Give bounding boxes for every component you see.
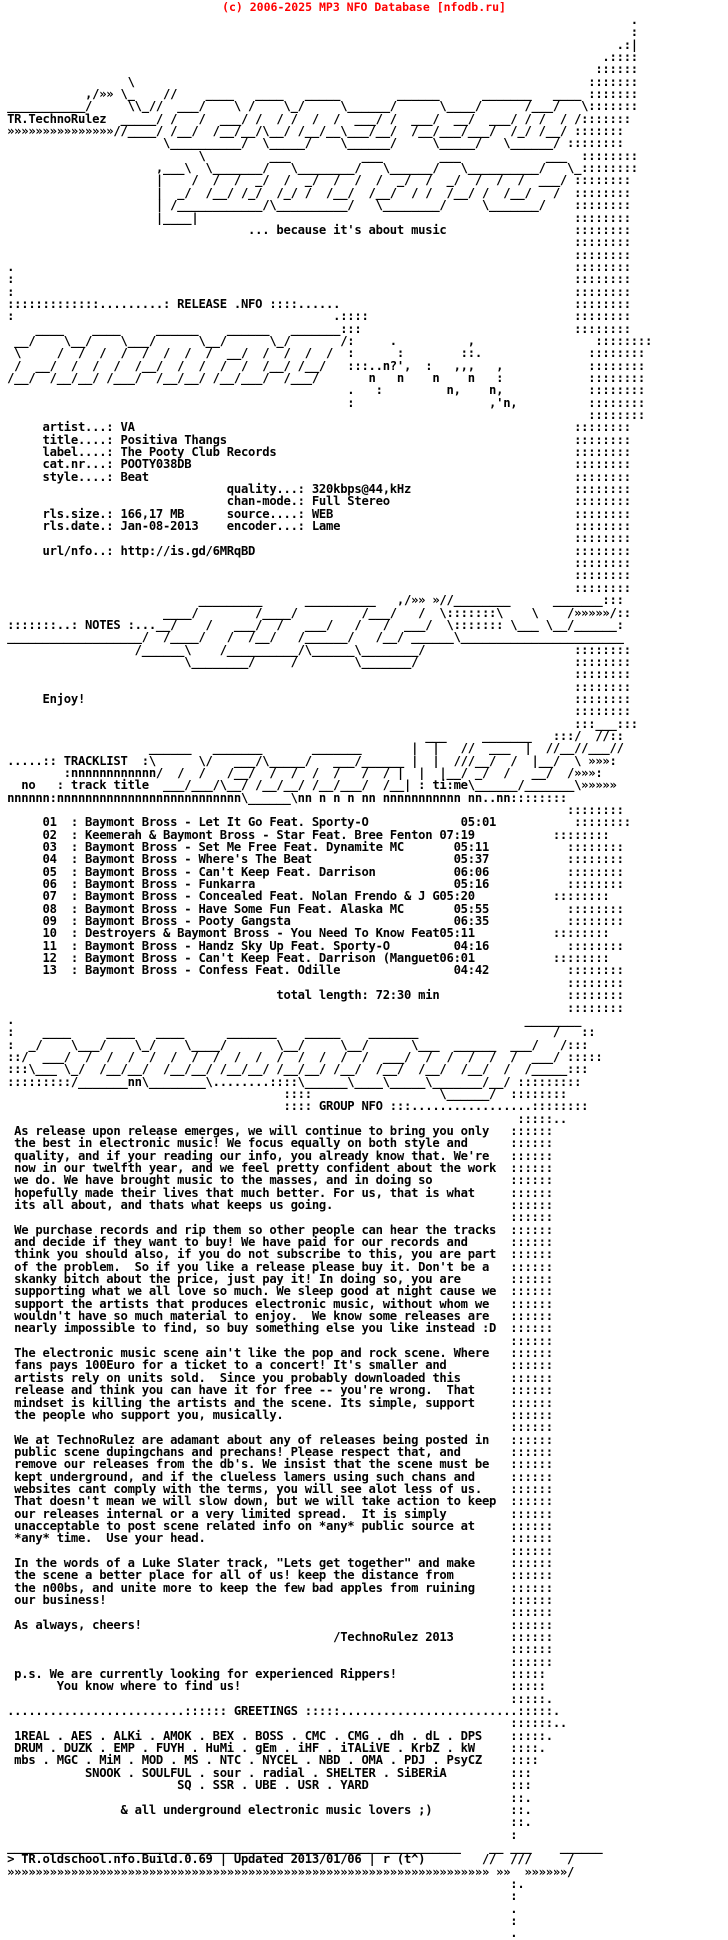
nfo-line: our releases internal or a very limited spread. It is simply :::::: xyxy=(0,1506,553,1521)
nfo-line: :::::::: xyxy=(0,247,631,262)
nfo-line: _________ __________ ,/»» »//________ _______::: xyxy=(0,593,624,608)
nfo-line: 02 : Keemerah & Baymont Bross - Star Feat. Bree Fenton 07:19 :::::::: xyxy=(0,827,610,842)
nfo-line: .:::: xyxy=(0,50,638,65)
nfo-line: total length: 72:30 min :::::::: xyxy=(0,988,624,1003)
nfo-line: :::::::::/_______nn\________\........::::\______\____\_____\_______/__/ ::::::::: xyxy=(0,1074,582,1089)
nfo-line: .........................:::::: GREETINGS :::::.........................:::::. xyxy=(0,1704,560,1719)
nfo-line: 07 : Baymont Bross - Concealed Feat. Nolan Frendo & J G05:20 :::::::: xyxy=(0,889,610,904)
nfo-line: :::::. xyxy=(0,1691,553,1706)
nfo-line: quality, and if your reading our info, you already know that. We're :::::: xyxy=(0,1148,553,1163)
nfo-line: : ____ ____ ____ _______ _____ _______ / :: xyxy=(0,1025,596,1040)
nfo-line: \ / / / / / / / / __/ / / / / : : ::. :::::::: xyxy=(0,346,645,361)
nfo-line: title....: Positiva Thangs :::::::: xyxy=(0,432,631,447)
nfo-line: As release upon release emerges, we will continue to bring you only :::::: xyxy=(0,1123,553,1138)
nfo-line: style....: Beat :::::::: xyxy=(0,469,631,484)
nfo-line: nearly impossible to find, so buy something else you like instead :D :::::: xyxy=(0,1321,553,1336)
nfo-line: its all about, and thats what keeps us going. :::::: xyxy=(0,1198,553,1212)
nfo-line: wouldn't have so much material to enjoy. We know some releases are :::::: xyxy=(0,1309,553,1324)
nfo-line: ,___\ \_______/ \________/ \______/ \__________/ \_:::::::: xyxy=(0,161,638,176)
nfo-line: :::::.. xyxy=(0,1111,567,1126)
nfo-line: :::::::: xyxy=(0,531,631,546)
nfo-line: / __/ / / / /__/ / / / / /__/ /__/ :::..n?', : ,,, , :::::::: xyxy=(0,358,645,373)
nfo-line: : xyxy=(0,1889,518,1904)
nfo-line: now in our twelfth year, and we feel pretty confident about the work :::::: xyxy=(0,1160,553,1175)
nfo-line: think you should also, if you do not subscribe to this, you are part :::::: xyxy=(0,1247,553,1262)
nfo-line: ::::::.. xyxy=(0,1716,567,1731)
nfo-line: :::::::..: NOTES :...__/ / ___/ / ___/ / / ___/ \::::::: \___ \__/______: xyxy=(0,617,624,632)
nfo-line: quality...: 320kbps@44,kHz :::::::: xyxy=(0,482,631,497)
nfo-line: > TR.oldschool.nfo.Build.0.69 | Updated 2013/01/06 | r (t^) // /// / xyxy=(0,1852,575,1867)
nfo-line: \________/ / \_______/ :::::::: xyxy=(0,654,631,669)
nfo-line: no : track title ___/___/\__/ /__/__/ /__/___/ /__| : ti:me\______/_______\»»»»» xyxy=(0,778,617,793)
nfo-line: ________________________________________________________________ __ ___ ______ xyxy=(0,1839,603,1854)
nfo-line: 08 : Baymont Bross - Have Some Fun Feat. Alaska MC 05:55 :::::::: xyxy=(0,901,624,916)
nfo-line: :::::::: xyxy=(0,975,624,990)
nfo-line: We purchase records and rip them so other people can hear the tracks :::::: xyxy=(0,1222,553,1237)
nfo-line: artists rely on units sold. Since you probably downloaded this :::::: xyxy=(0,1370,553,1385)
nfo-line: : xyxy=(0,25,638,40)
nfo-line: mindset is killing the artists and the scene. Its simple, support :::::: xyxy=(0,1395,553,1410)
nfo-line: *any* time. Use your head. :::::: xyxy=(0,1531,553,1546)
nfo-line: ::. xyxy=(0,1790,532,1805)
nfo-line: :::::::: xyxy=(0,679,631,694)
nfo-line: the scene a better place for all of us! keep the distance from :::::: xyxy=(0,1568,553,1583)
nfo-line: :. xyxy=(0,1876,525,1891)
nfo-line: our business! :::::: xyxy=(0,1593,553,1607)
nfo-line: artist...: VA :::::::: xyxy=(0,420,631,435)
nfo-line: SNOOK . SOULFUL . sour . radial . SHELTER . SiBERiA ::: xyxy=(0,1765,532,1780)
nfo-line: :::::::: xyxy=(0,580,631,595)
nfo-line: /TechnoRulez 2013 :::::: xyxy=(0,1630,553,1645)
nfo-line: As always, cheers! :::::: xyxy=(0,1617,553,1632)
nfo-line: :::::::: xyxy=(0,568,631,583)
nfo-line: :::::::: xyxy=(0,1000,624,1015)
nfo-line: :::::: xyxy=(0,1420,553,1435)
nfo-line: the people who support you, musically. :::::: xyxy=(0,1407,553,1422)
nfo-line: unacceptable to post scene related info on *any* public source at :::::: xyxy=(0,1518,553,1533)
nfo-line: . xyxy=(0,1926,518,1940)
nfo-line: nnnnnn:nnnnnnnnnnnnnnnnnnnnnnnnnn\______\nn n n n nn nnnnnnnnnnn nn..nn:::::::: xyxy=(0,790,567,805)
nfo-line: we do. We have brought music to the masses, and in doing so :::::: xyxy=(0,1173,553,1188)
nfo-line: & all underground electronic music lovers ;) ::. xyxy=(0,1802,532,1817)
nfo-line: :::::: xyxy=(0,1210,553,1225)
nfo-line: 06 : Baymont Bross - Funkarra 05:16 :::::::: xyxy=(0,877,624,892)
nfo-line: :::::: xyxy=(0,1642,553,1657)
nfo-line: p.s. We are currently looking for experienced Rippers! ::::: xyxy=(0,1667,546,1682)
nfo-line: . :::::::: xyxy=(0,259,631,274)
nfo-line: ___ _______ :::/ //:: xyxy=(0,728,624,743)
nfo-line: kept underground, and if the clueless lamers using such chans and :::::: xyxy=(0,1469,553,1484)
nfo-line: ___________/ \\_// ___/ \ / \_/ \______/ \____/ /___/ \::::::: xyxy=(0,99,638,114)
nfo-line: :::: \______/ :::::::: xyxy=(0,1086,567,1101)
nfo-line: :::::: xyxy=(0,1654,553,1669)
nfo-line: /__/ /__/__/ /___/ /__/__/ /__/___/ /___/ n n n n : :::::::: xyxy=(0,370,645,385)
nfo-line: 01 : Baymont Bross - Let It Go Feat. Sporty-O 05:01 :::::::: xyxy=(0,815,631,830)
nfo-line: ____ ____ ______ ______ _______::: :::::::: xyxy=(0,321,631,336)
nfo-line: : .:::: :::::::: xyxy=(0,309,631,324)
nfo-line: :::::::::::::.........: RELEASE .NFO ::::...... :::::::: xyxy=(0,296,631,311)
nfo-line: and decide if they want to buy! We have paid for our records and :::::: xyxy=(0,1235,553,1250)
nfo-line: :::::: xyxy=(0,1543,553,1558)
nfo-line: ::. xyxy=(0,1815,532,1830)
nfo-line: remove our releases from the db's. We insist that the scene must be :::::: xyxy=(0,1457,553,1472)
nfo-line: ,/»» \_ // ____ ____ _____ ______ _______ ____ ::::::: xyxy=(0,87,638,102)
nfo-line: supporting what we all love so much. We sleep good at night cause we :::::: xyxy=(0,1284,553,1299)
nfo-line: \ ___ ___ ___ ___ :::::::: xyxy=(0,148,638,163)
nfo-line: 09 : Baymont Bross - Pooty Gangsta 06:35 :::::::: xyxy=(0,914,624,929)
nfo-line: 1REAL . AES . ALKi . AMOK . BEX . BOSS . CMC . CMG . dh . dL . DPS :::::. xyxy=(0,1728,553,1743)
nfo-line: \ ::::::: xyxy=(0,74,638,89)
nfo-line: »»»»»»»»»»»»»»»»»»»»»»»»»»»»»»»»»»»»»»»»»»»»»»»»»»»»»»»»»»»»»»»»»»»» »» »»»»»»/ xyxy=(0,1864,575,1879)
nfo-line: :::::: xyxy=(0,1333,553,1348)
nfo-line: 11 : Baymont Bross - Handz Sky Up Feat. Sporty-O 04:16 :::::::: xyxy=(0,938,624,953)
nfo-line: ______ _______ _______ | | // ___ | //__//___// xyxy=(0,741,624,756)
nfo-line: support the artists that produces electronic music, without whom we :::::: xyxy=(0,1296,553,1311)
nfo-line: 04 : Baymont Bross - Where's The Beat 05:37 :::::::: xyxy=(0,852,624,867)
nfo-line: ____/ /____/ /___/ / \:::::::\ \ /»»»»»/:: xyxy=(0,605,631,620)
nfo-line: mbs . MGC . MiM . MOD . MS . NTC . NYCEL . NBD . OMA . PDJ . PsyCZ :::: xyxy=(0,1753,539,1768)
nfo-line: of the problem. So if you like a release please buy it. Don't be a :::::: xyxy=(0,1259,553,1274)
nfo-line: url/nfo..: http://is.gd/6MRqBD :::::::: xyxy=(0,543,631,558)
nfo-line: __/ \__/ \___/ \__/ \_/ /: . , :::::::: xyxy=(0,333,653,348)
nfo-line: | /____________/\__________/ \________/ \_______/ :::::::: xyxy=(0,198,631,213)
nfo-line: :::\___ \_/ /__/__/ /__/__/ /__/__/ /__/__/ /__/ /__/ /__/ /__/ / /_____::: xyxy=(0,1062,589,1077)
nfo-line: :::::::: xyxy=(0,704,631,719)
nfo-line: SQ . SSR . UBE . USR . YARD ::: xyxy=(0,1778,532,1793)
nfo-text-body xyxy=(0,13,728,1940)
nfo-line: You know where to find us! ::::: xyxy=(0,1679,546,1694)
nfo-line: . : n, n, :::::::: xyxy=(0,383,645,398)
nfo-line: We at TechnoRulez are adamant about any of releases being posted in :::::: xyxy=(0,1432,553,1447)
nfo-line: label....: The Pooty Club Records :::::::: xyxy=(0,445,631,460)
nfo-line: : xyxy=(0,1827,518,1842)
nfo-line: ... because it's about music :::::::: xyxy=(0,222,631,237)
nfo-line: :::::::: xyxy=(0,667,631,682)
nfo-line: Enjoy! :::::::: xyxy=(0,691,631,706)
nfo-line: 10 : Destroyers & Baymont Bross - You Need To Know Feat05:11 :::::::: xyxy=(0,926,610,941)
nfo-line: :::___::: xyxy=(0,716,638,731)
nfo-line: . xyxy=(0,13,638,27)
nfo-line: 12 : Baymont Bross - Can't Keep Feat. Darrison (Manguet06:01 :::::::: xyxy=(0,951,610,966)
nfo-line: »»»»»»»»»»»»»»»//____/ /__/ /__/__/\__/ /__/__\___/__/ /__/___/___/ /_/ /__/ ::::::: xyxy=(0,124,624,139)
nfo-line: : :::::::: xyxy=(0,284,631,299)
nfo-line: In the words of a Luke Slater track, "Lets get together" and make :::::: xyxy=(0,1555,553,1570)
nfo-line: rls.date.: Jan-08-2013 encoder...: Lame :::::::: xyxy=(0,519,631,534)
nfo-line: : xyxy=(0,1913,518,1928)
nfo-line: :::::::: xyxy=(0,408,645,422)
nfo-line: the best in electronic music! We focus equally on both style and :::::: xyxy=(0,1136,553,1151)
nfo-line: | _/ /__/ /_/ /_/ / /__/ /__/ / / /__/ / /__/ / :::::::: xyxy=(0,185,631,200)
nfo-line: release and think you can have it for free -- you're wrong. That :::::: xyxy=(0,1383,553,1398)
nfo-line: ___________________/ /____/ / /__/ /______/ /__/ ______\_______________________ xyxy=(0,630,624,645)
nfo-line: . ________ xyxy=(0,1012,582,1027)
nfo-line: | / / / _/ / _/ / / / _/ / _/ / / / ___/ :::::::: xyxy=(0,173,631,188)
nfo-line: chan-mode.: Full Stereo :::::::: xyxy=(0,494,631,509)
nfo-line: 13 : Baymont Bross - Confess Feat. Odille 04:42 :::::::: xyxy=(0,963,624,978)
nfo-line: |____| :::::::: xyxy=(0,210,631,225)
nfo-line: skanky bitch about the price, just pay it! In doing so, you are :::::: xyxy=(0,1272,553,1287)
nfo-line: :::::::: xyxy=(0,803,624,817)
nfo-line: :::: GROUP NFO :::.................:::::::: xyxy=(0,1099,589,1114)
nfo-line: rls.size.: 166,17 MB source....: WEB :::::::: xyxy=(0,506,631,521)
site-header: (c) 2006-2025 MP3 NFO Database [nfodb.ru] xyxy=(222,0,506,14)
nfo-line: hopefully made their lives that much better. For us, that is what :::::: xyxy=(0,1185,553,1200)
nfo-line: : ,'n, :::::::: xyxy=(0,395,645,410)
nfo-line: That doesn't mean we will slow down, but we will take action to keep :::::: xyxy=(0,1494,553,1509)
nfo-line: websites cant comply with the terms, you will see alot less of us. :::::: xyxy=(0,1481,553,1496)
nfo-line: . xyxy=(0,1901,518,1916)
nfo-line: .....:: TRACKLIST :\ \/ ___/\_____/ ___/______ | | ///__/ / |__/ \ »»»: xyxy=(0,753,617,768)
nfo-line: :::::::: xyxy=(0,235,631,250)
nfo-line: \__________/ \_____/ \______/ \_____/ \______/ :::::::: xyxy=(0,136,624,151)
nfo-line: fans pays 100Euro for a ticket to a concert! It's smaller and :::::: xyxy=(0,1358,553,1373)
nfo-line: cat.nr...: POOTY038DB :::::::: xyxy=(0,457,631,472)
nfo-line: ::/ ___/ / / / / / / / / / / / / / / ___/ / / / / / ___/ ::::: xyxy=(0,1049,603,1064)
nfo-line: TR.TechnoRulez _____/ / / ___/ / / / / / ___/ / ___/ __/ ___/ / / / /::::::: xyxy=(0,111,631,126)
nfo-line: DRUM . DUZK . EMP . FUYH . HuMi . gEm . iHF . iTALiVE . KrbZ . kW ::::. xyxy=(0,1741,546,1756)
nfo-line: : _/ \___/ \_/ \____/ \__/ \__/ \___ ______ ___/ /::: xyxy=(0,1037,589,1052)
nfo-line: .:| xyxy=(0,37,638,52)
nfo-line: The electronic music scene ain't like the pop and rock scene. Where :::::: xyxy=(0,1346,553,1361)
nfo-line: :::::: xyxy=(0,1605,553,1620)
nfo-line: /______\ /__________/\______\________/ :::::::: xyxy=(0,642,631,657)
nfo-line: the n00bs, and unite more to keep the few bad apples from ruining :::::: xyxy=(0,1580,553,1595)
nfo-line: :::::::: xyxy=(0,556,631,571)
nfo-line: :nnnnnnnnnnnn/ / / /__/ / / / / / / | | |__/ _/ / __/ /»»»: xyxy=(0,765,603,780)
nfo-line: : :::::::: xyxy=(0,272,631,287)
nfo-line: 03 : Baymont Bross - Set Me Free Feat. Dynamite MC 05:11 :::::::: xyxy=(0,840,624,855)
nfo-line: public scene dupingchans and prechans! Please respect that, and :::::: xyxy=(0,1444,553,1459)
nfo-line: 05 : Baymont Bross - Can't Keep Feat. Darrison 06:06 :::::::: xyxy=(0,864,624,879)
nfo-line: :::::: xyxy=(0,62,638,77)
